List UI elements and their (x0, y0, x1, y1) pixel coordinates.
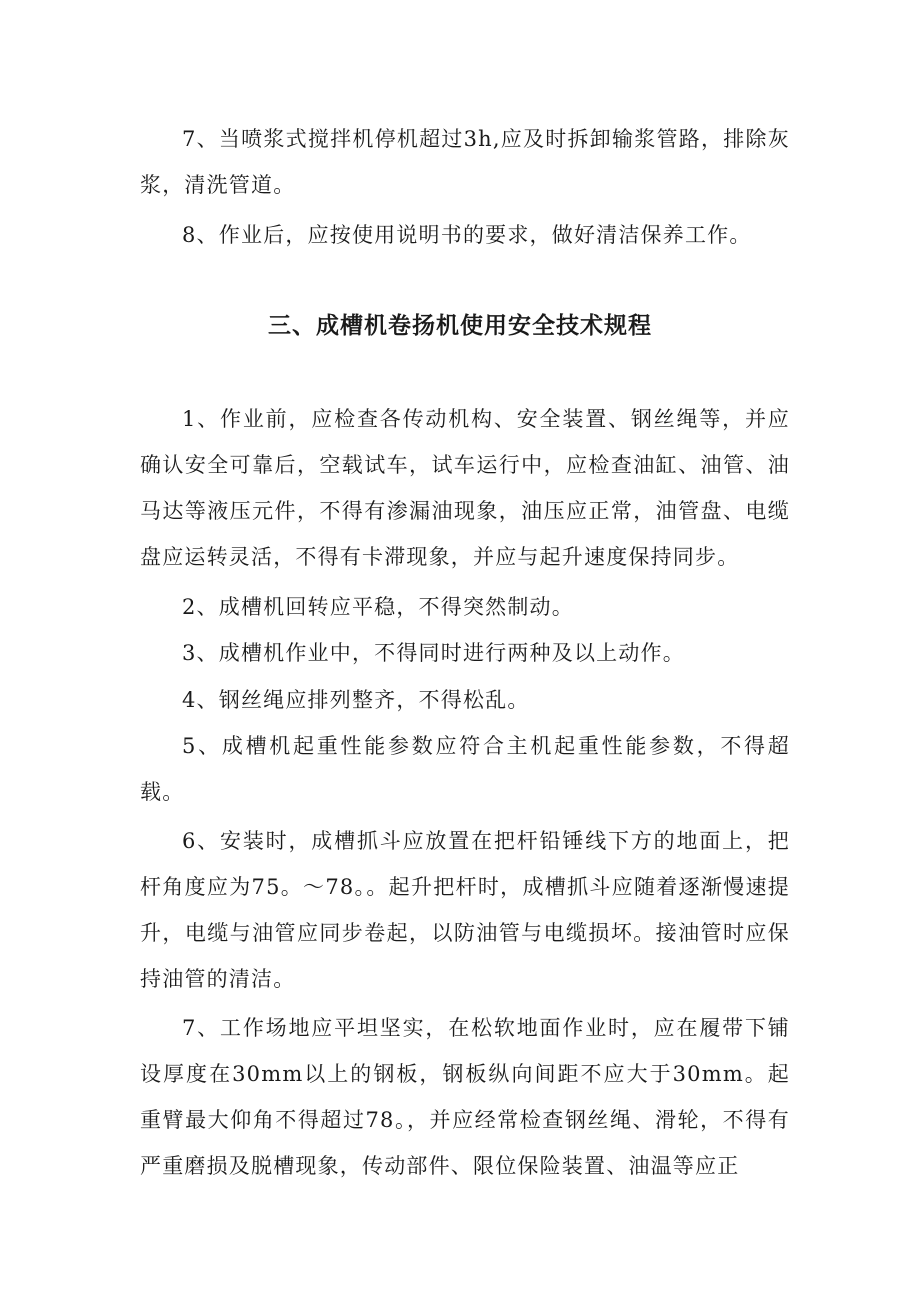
paragraph-6: 6、安装时，成槽抓斗应放置在把杆铅锤线下方的地面上，把杆角度应为75。～78。。起升把杆时，成槽抓斗应随着逐渐慢速提升，电缆与油管应同步卷起，以防油管与电缆损坏。接油管时应保持油管的清洁。 (140, 829, 790, 991)
paragraph-5: 5、成槽机起重性能参数应符合主机起重性能参数，不得超载。 (140, 734, 790, 804)
paragraph-1: 1、作业前，应检查各传动机构、安全装置、钢丝绳等，并应确认安全可靠后，空载试车，试车运行中，应检查油缸、油管、油马达等液压元件，不得有渗漏油现象，油压应正常，油管盘、电缆盘应运转灵活，不得有卡滞现象，并应与起升速度保持同步。 (140, 407, 790, 569)
paragraph-prev-7: 7、当喷浆式搅拌机停机超过3h,应及时拆卸输浆管路，排除灰浆，清洗管道。 (140, 127, 790, 197)
paragraph-prev-8: 8、作业后，应按使用说明书的要求，做好清洁保养工作。 (182, 223, 752, 247)
paragraph-3: 3、成槽机作业中，不得同时进行两种及以上动作。 (182, 641, 685, 665)
paragraph-2: 2、成槽机回转应平稳，不得突然制动。 (182, 595, 574, 619)
paragraph-7: 7、工作场地应平坦坚实，在松软地面作业时，应在履带下铺设厚度在30mm以上的钢板，钢板纵向间距不应大于30mm。起重臂最大仰角不得超过78。，并应经常检查钢丝绳、滑轮，不得有严重磨损及脱槽现象，传动部件、限位保险装置、油温等应正 (140, 1016, 790, 1178)
paragraph-4: 4、钢丝绳应排列整齐，不得松乱。 (182, 688, 530, 712)
section-heading: 三、成槽机卷扬机使用安全技术规程 (268, 313, 652, 339)
